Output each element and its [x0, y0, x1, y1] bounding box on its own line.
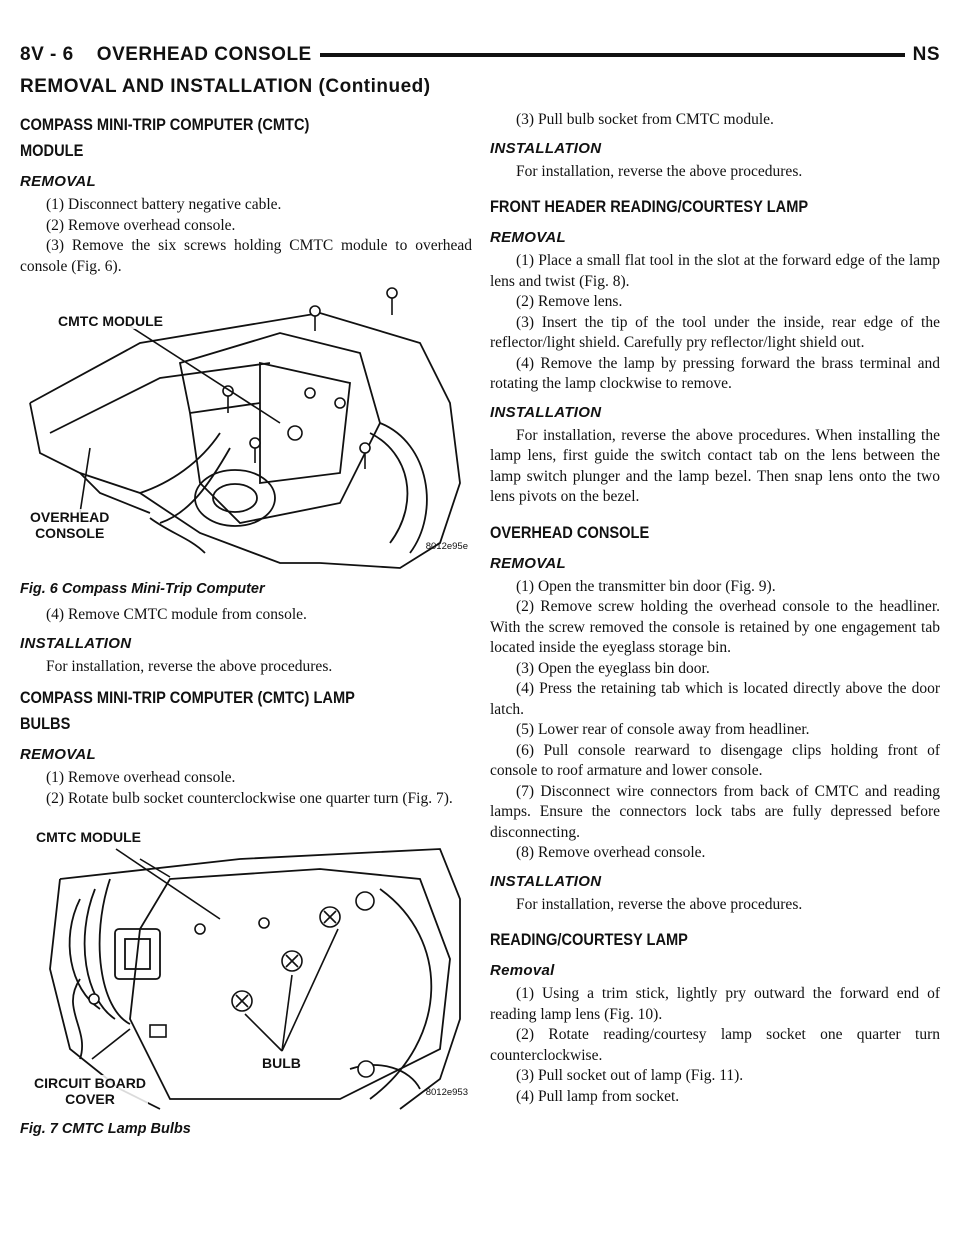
figure-code: 8012e95e: [425, 541, 468, 552]
step: (3) Remove the six screws holding CMTC module to overhead console (Fig. 6).: [20, 237, 472, 275]
step: (4) Remove the lamp by pressing forward the brass terminal and rotating the lamp clockwise to remove.: [490, 354, 940, 392]
step: (1) Open the transmitter bin door (Fig. 9).: [516, 577, 776, 595]
callout-cmtc-module: CMTC MODULE: [36, 829, 141, 845]
figure-7: [20, 819, 472, 1115]
step: (4) Pull lamp from socket.: [516, 1087, 680, 1105]
step: (2) Rotate reading/courtesy lamp socket one quarter turn counterclockwise.: [490, 1026, 940, 1064]
step: (3) Pull bulb socket from CMTC module.: [516, 111, 774, 128]
installation-text: For installation, reverse the above procedures.: [516, 895, 803, 913]
step: (2) Remove overhead console.: [46, 216, 236, 234]
step: (2) Rotate bulb socket counterclockwise one quarter turn (Fig. 7).: [46, 789, 453, 807]
step: (3) Pull socket out of lamp (Fig. 11).: [516, 1067, 744, 1084]
step: (7) Disconnect wire connectors from back of CMTC and reading lamps. Ensure the connectors lock tabs are fully depressed before disconnecting.: [490, 782, 940, 841]
step: (4) Press the retaining tab which is located directly above the door latch.: [490, 680, 940, 718]
left-column: [20, 108, 472, 1145]
figure-7-caption: Fig. 7 CMTC Lamp Bulbs: [20, 1121, 191, 1137]
callout-bulb: BULB: [262, 1055, 301, 1071]
section-title-overhead-console: OVERHEAD CONSOLE: [490, 522, 650, 542]
figure-code: 8012e953: [425, 1087, 468, 1098]
callout-overhead-console: OVERHEAD CONSOLE: [30, 509, 110, 541]
figure-6-caption: Fig. 6 Compass Mini-Trip Computer: [20, 581, 265, 597]
header-continued-title: REMOVAL AND INSTALLATION (Continued): [20, 76, 431, 97]
right-column: [490, 108, 940, 1107]
callout-cmtc-module: CMTC MODULE: [58, 313, 163, 329]
subheading-removal: REMOVAL: [20, 173, 96, 190]
cmtc-lamp-bulbs-illustration: [20, 819, 472, 1115]
section-title-cmtc-lamp-bulbs: COMPASS MINI-TRIP COMPUTER (CMTC) LAMP BULBS: [20, 688, 355, 733]
figure-6: [20, 283, 472, 575]
header-model-code: NS: [905, 44, 940, 66]
step: (6) Pull console rearward to disengage clips holding front of console to roof armature and lower console.: [490, 741, 940, 779]
section-title-cmtc-module: COMPASS MINI-TRIP COMPUTER (CMTC) MODULE: [20, 115, 310, 160]
step: (8) Remove overhead console.: [516, 844, 706, 861]
subheading-installation: INSTALLATION: [20, 634, 132, 652]
section-title-reading-courtesy-lamp: READING/COURTESY LAMP: [490, 930, 688, 949]
installation-text: For installation, reverse the above procedures. When installing the lamp lens, first guide the switch contact tab on the lens between the lamp switch plunger and the lamp bezel. Then snap lens onto the two lens pivots on the bezel.: [490, 426, 940, 505]
section-title-front-header-lamp: FRONT HEADER READING/COURTESY LAMP: [490, 197, 809, 216]
subheading-removal: REMOVAL: [490, 554, 566, 572]
subheading-installation: INSTALLATION: [490, 139, 602, 157]
installation-text: For installation, reverse the above procedures.: [46, 657, 333, 675]
step: (2) Remove lens.: [516, 293, 623, 310]
step: (1) Using a trim stick, lightly pry outward the forward end of reading lamp lens (Fig. 10).: [490, 985, 940, 1023]
installation-text: For installation, reverse the above procedures.: [516, 162, 803, 180]
step: (4) Remove CMTC module from console.: [46, 606, 307, 623]
step: (3) Insert the tip of the tool under the inside, rear edge of the reflector/light shield. Carefully pry reflector/light shield out.: [490, 313, 940, 351]
subheading-installation: INSTALLATION: [490, 403, 602, 421]
step: (5) Lower rear of console away from headliner.: [516, 721, 810, 738]
step: (1) Place a small flat tool in the slot at the forward edge of the lamp lens and twist (Fig. 8).: [490, 252, 940, 290]
header-section-label: 8V - 6 OVERHEAD CONSOLE: [20, 44, 320, 66]
step: (2) Remove screw holding the overhead console to the headliner. With the screw removed the console is retained by one engagement tab located inside the eyeglass storage bin.: [490, 598, 940, 656]
step: (3) Open the eyeglass bin door.: [516, 659, 710, 677]
subheading-installation: INSTALLATION: [490, 872, 602, 890]
subheading-removal: Removal: [490, 962, 555, 979]
subheading-removal: REMOVAL: [490, 229, 566, 246]
step: (1) Disconnect battery negative cable.: [46, 196, 282, 213]
subheading-removal: REMOVAL: [20, 746, 96, 763]
step: (1) Remove overhead console.: [46, 769, 236, 786]
page-header: [20, 44, 940, 74]
callout-circuit-board-cover: CIRCUIT BOARD COVER: [34, 1075, 146, 1107]
